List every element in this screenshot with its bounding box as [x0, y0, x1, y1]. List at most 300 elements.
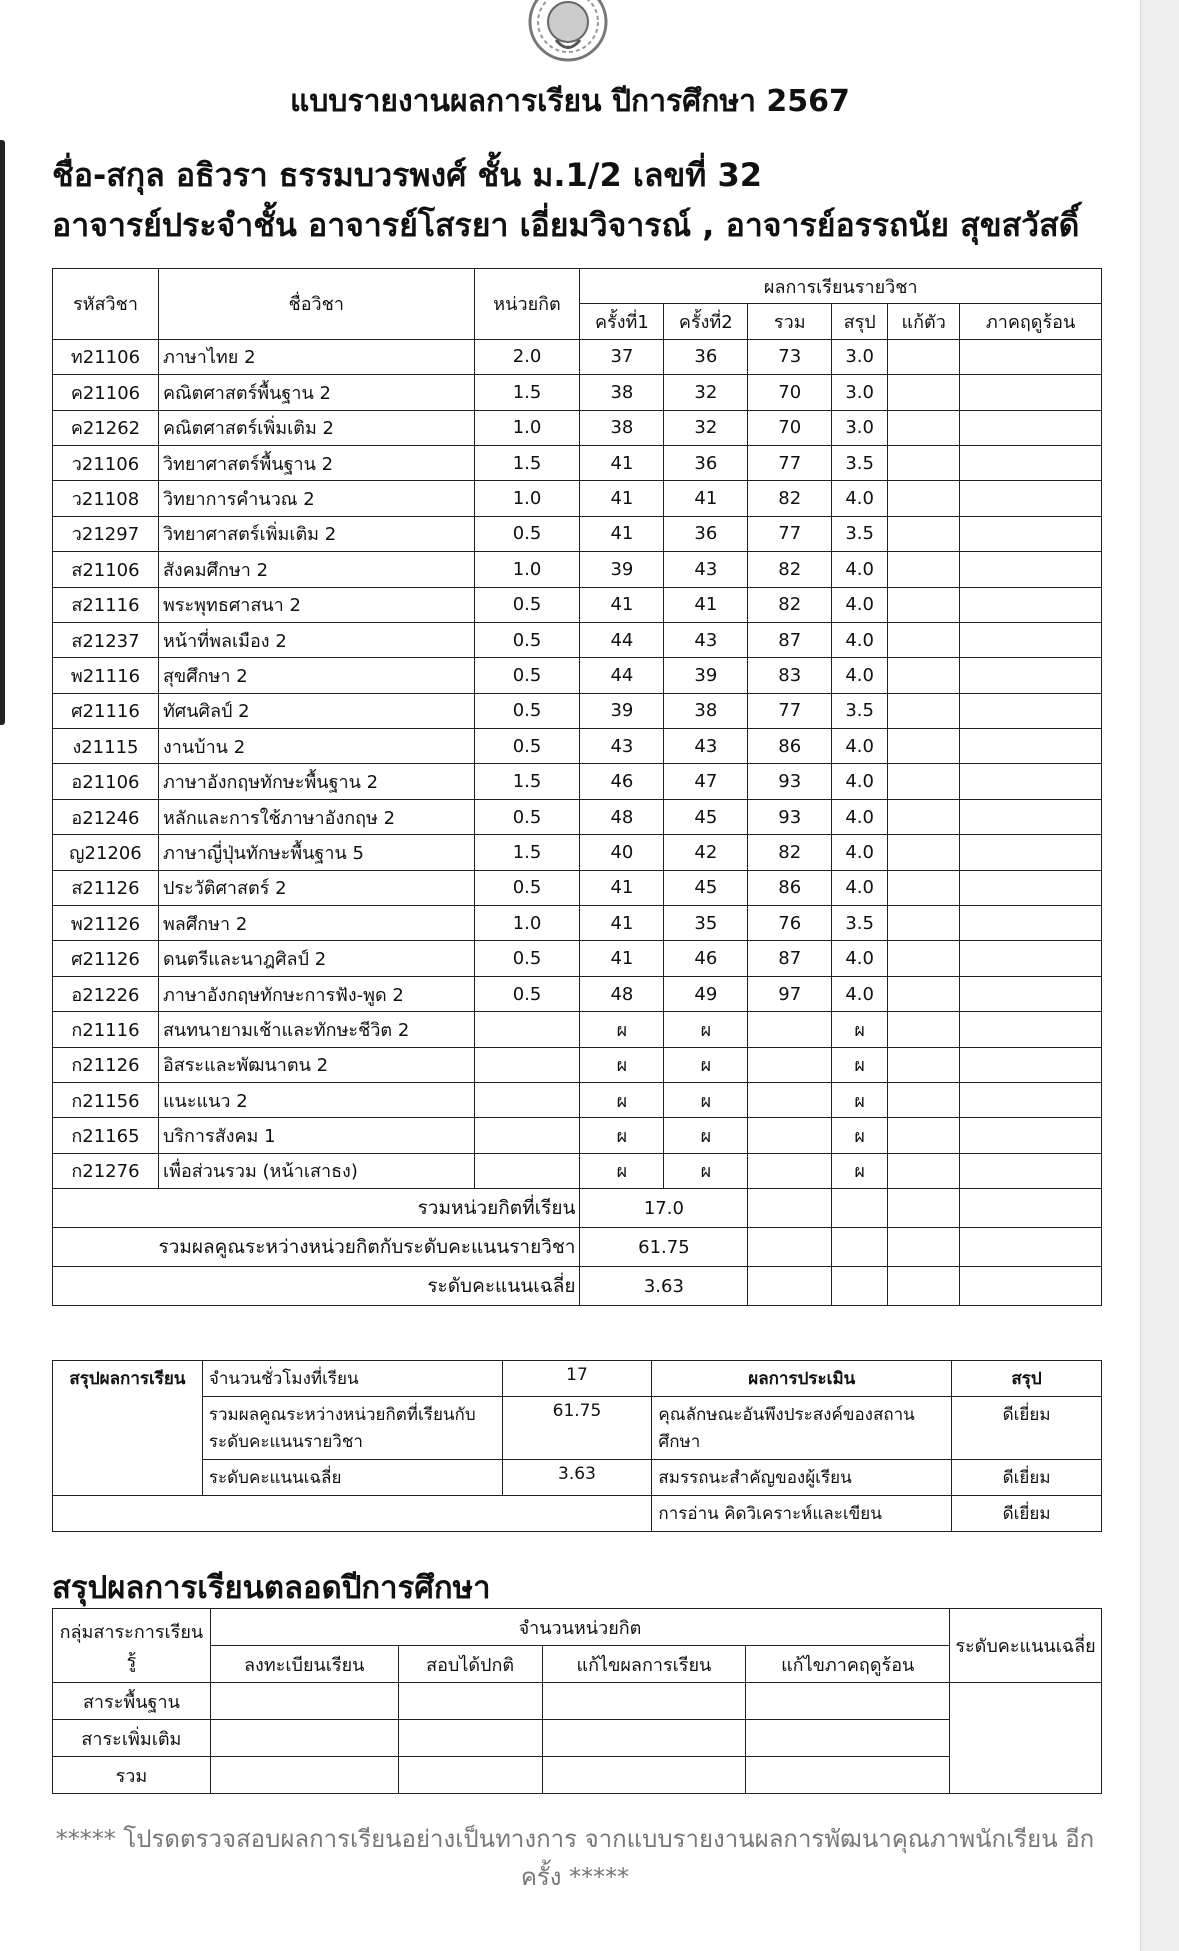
credit: 1.5: [474, 445, 580, 480]
score-1: 40: [580, 835, 664, 870]
score-2: ผ: [664, 1153, 748, 1188]
score-1: 41: [580, 481, 664, 516]
score-total: 93: [748, 799, 832, 834]
grade: 4.0: [832, 941, 888, 976]
eval-result: ดีเยี่ยม: [952, 1397, 1102, 1460]
result-header: สรุป: [952, 1361, 1102, 1397]
score-total: 77: [748, 445, 832, 480]
group-header: กลุ่มสาระการเรียนรู้: [53, 1609, 211, 1683]
score-2: 32: [664, 410, 748, 445]
credit: 1.5: [474, 764, 580, 799]
score-total: [748, 1118, 832, 1153]
course-code: ส21237: [53, 622, 159, 657]
course-code: ศ21116: [53, 693, 159, 728]
course-code: ก21116: [53, 1012, 159, 1047]
grade: 4.0: [832, 799, 888, 834]
score-1: 37: [580, 339, 664, 374]
summer-cell: [960, 941, 1102, 976]
course-name: หลักและการใช้ภาษาอังกฤษ 2: [158, 799, 474, 834]
score-total: 77: [748, 693, 832, 728]
course-name: เพื่อส่วนรวม (หน้าเสาธง): [158, 1153, 474, 1188]
fix-cell: [888, 799, 960, 834]
summer-cell: [960, 410, 1102, 445]
course-code: ง21115: [53, 729, 159, 764]
grade: 4.0: [832, 587, 888, 622]
score-1: ผ: [580, 1153, 664, 1188]
score-total: 87: [748, 622, 832, 657]
total-row: [53, 1228, 1102, 1267]
course-name: ประวัติศาสตร์ 2: [158, 870, 474, 905]
school-seal-icon: [520, 0, 616, 70]
summer-cell: [960, 375, 1102, 410]
credit: 2.0: [474, 339, 580, 374]
credit: [474, 1118, 580, 1153]
summer-cell: [960, 339, 1102, 374]
table-row: [53, 410, 1102, 445]
empty-cell: [888, 1228, 960, 1267]
summer-cell: [960, 516, 1102, 551]
score-1: 41: [580, 906, 664, 941]
score-total: 87: [748, 941, 832, 976]
course-code: ก21156: [53, 1082, 159, 1117]
summer-cell: [960, 1082, 1102, 1117]
credit: [474, 1082, 580, 1117]
yearly-gpa-cell: [950, 1683, 1102, 1794]
score-2: 45: [664, 799, 748, 834]
course-name: วิทยาศาสตร์เพิ่มเติม 2: [158, 516, 474, 551]
sub-header: แก้ไขผลการเรียน: [542, 1646, 746, 1683]
score-2: 43: [664, 729, 748, 764]
course-name: สนทนายามเช้าและทักษะชีวิต 2: [158, 1012, 474, 1047]
table-row: [53, 906, 1102, 941]
fix-cell: [888, 729, 960, 764]
score-1: 41: [580, 587, 664, 622]
credit: 0.5: [474, 729, 580, 764]
table-row: [53, 658, 1102, 693]
score-2: 41: [664, 481, 748, 516]
course-name: ภาษาญี่ปุ่นทักษะพื้นฐาน 5: [158, 835, 474, 870]
table-row: [53, 729, 1102, 764]
header-grade: สรุป: [832, 304, 888, 339]
grade: 4.0: [832, 658, 888, 693]
score-2: 36: [664, 339, 748, 374]
grade: 3.0: [832, 410, 888, 445]
score-1: ผ: [580, 1118, 664, 1153]
score-2: 36: [664, 516, 748, 551]
fix-cell: [888, 1082, 960, 1117]
score-1: 39: [580, 552, 664, 587]
course-code: ก21165: [53, 1118, 159, 1153]
score-2: 32: [664, 375, 748, 410]
credit: 1.0: [474, 481, 580, 516]
course-name: สุขศึกษา 2: [158, 658, 474, 693]
course-name: ภาษาอังกฤษทักษะพื้นฐาน 2: [158, 764, 474, 799]
summer-cell: [960, 693, 1102, 728]
score-total: 70: [748, 410, 832, 445]
course-code: ว21106: [53, 445, 159, 480]
grade: 3.5: [832, 516, 888, 551]
gpa-label: ระดับคะแนนเฉลี่ย: [202, 1460, 502, 1496]
course-name: คณิตศาสตร์พื้นฐาน 2: [158, 375, 474, 410]
grade: 3.5: [832, 693, 888, 728]
score-total: 73: [748, 339, 832, 374]
credit: 1.0: [474, 552, 580, 587]
fix-cell: [888, 1047, 960, 1082]
summary-blank: [53, 1496, 652, 1532]
empty-cell: [832, 1267, 888, 1306]
score-1: 44: [580, 658, 664, 693]
credits-header: จำนวนหน่วยกิต: [210, 1609, 949, 1646]
total-row: [53, 1267, 1102, 1306]
fix-cell: [888, 481, 960, 516]
summer-cell: [960, 870, 1102, 905]
score-1: 39: [580, 693, 664, 728]
credit: 0.5: [474, 622, 580, 657]
fix-cell: [888, 764, 960, 799]
score-2: 49: [664, 976, 748, 1011]
eval-name: การอ่าน คิดวิเคราะห์และเขียน: [652, 1496, 952, 1532]
eval-result: ดีเยี่ยม: [952, 1460, 1102, 1496]
credit: [474, 1153, 580, 1188]
total-value: 61.75: [580, 1228, 748, 1267]
course-name: ดนตรีและนาฎศิลป์ 2: [158, 941, 474, 976]
table-row: [53, 552, 1102, 587]
course-code: พ21116: [53, 658, 159, 693]
table-row: [53, 587, 1102, 622]
summer-cell: [960, 481, 1102, 516]
hours-label: จำนวนชั่วโมงที่เรียน: [202, 1361, 502, 1397]
course-code: ค21262: [53, 410, 159, 445]
table-row: [53, 375, 1102, 410]
table-row: [53, 622, 1102, 657]
score-2: 43: [664, 552, 748, 587]
header-t1: ครั้งที่1: [580, 304, 664, 339]
score-2: 42: [664, 835, 748, 870]
yearly-row-label: สาระเพิ่มเติม: [53, 1720, 211, 1757]
course-code: ว21108: [53, 481, 159, 516]
score-1: 41: [580, 516, 664, 551]
grade: 3.0: [832, 339, 888, 374]
fix-cell: [888, 835, 960, 870]
score-total: [748, 1012, 832, 1047]
credit: 0.5: [474, 693, 580, 728]
eval-name: สมรรถนะสำคัญของผู้เรียน: [652, 1460, 952, 1496]
grade: ผ: [832, 1153, 888, 1188]
score-1: 41: [580, 941, 664, 976]
empty-cell: [748, 1267, 832, 1306]
summer-cell: [960, 1153, 1102, 1188]
empty-cell: [748, 1228, 832, 1267]
fix-cell: [888, 622, 960, 657]
empty-cell: [888, 1189, 960, 1228]
score-1: 48: [580, 976, 664, 1011]
score-1: 44: [580, 622, 664, 657]
header-name: ชื่อวิชา: [158, 269, 474, 340]
course-code: ท21106: [53, 339, 159, 374]
score-total: [748, 1082, 832, 1117]
table-row: [53, 870, 1102, 905]
course-code: ส21106: [53, 552, 159, 587]
credit: 0.5: [474, 516, 580, 551]
grade: ผ: [832, 1118, 888, 1153]
course-code: ว21297: [53, 516, 159, 551]
score-total: [748, 1047, 832, 1082]
table-row: [53, 445, 1102, 480]
summer-cell: [960, 976, 1102, 1011]
total-value: 17.0: [580, 1189, 748, 1228]
table-row: [53, 976, 1102, 1011]
eval-header: ผลการประเมิน: [652, 1361, 952, 1397]
summer-cell: [960, 1012, 1102, 1047]
score-1: ผ: [580, 1012, 664, 1047]
hours-value: 17: [502, 1361, 652, 1397]
summer-cell: [960, 835, 1102, 870]
table-row: [53, 764, 1102, 799]
score-1: 38: [580, 375, 664, 410]
grade: 4.0: [832, 481, 888, 516]
credit: [474, 1047, 580, 1082]
score-2: ผ: [664, 1082, 748, 1117]
score-2: 38: [664, 693, 748, 728]
grade: 4.0: [832, 976, 888, 1011]
credit: [474, 1012, 580, 1047]
course-name: พระพุทธศาสนา 2: [158, 587, 474, 622]
grade: 4.0: [832, 729, 888, 764]
sub-header: สอบได้ปกติ: [398, 1646, 542, 1683]
homeroom-teachers: อาจารย์ประจำชั้น อาจารย์โสรยา เอี่ยมวิจารณ์ , อาจารย์อรรถนัย สุขสวัสดิ์: [52, 206, 1080, 244]
summer-cell: [960, 729, 1102, 764]
window-edge-tab: [0, 140, 5, 725]
fix-cell: [888, 1118, 960, 1153]
credit: 0.5: [474, 976, 580, 1011]
score-1: 41: [580, 870, 664, 905]
total-label: รวมหน่วยกิตที่เรียน: [53, 1189, 580, 1228]
summer-cell: [960, 1047, 1102, 1082]
course-name: วิทยาศาสตร์พื้นฐาน 2: [158, 445, 474, 480]
score-1: 41: [580, 445, 664, 480]
empty-cell: [960, 1228, 1102, 1267]
summer-cell: [960, 658, 1102, 693]
summary-table: [52, 1360, 1102, 1532]
course-code: ส21116: [53, 587, 159, 622]
fix-cell: [888, 941, 960, 976]
student-info: ชื่อ-สกุล อธิวรา ธรรมบวรพงศ์ ชั้น ม.1/2 เลขที่ 32: [52, 156, 763, 194]
course-code: ก21276: [53, 1153, 159, 1188]
header-total: รวม: [748, 304, 832, 339]
course-code: อ21246: [53, 799, 159, 834]
summer-cell: [960, 445, 1102, 480]
table-row: [53, 1012, 1102, 1047]
score-total: 82: [748, 835, 832, 870]
score-total: [748, 1153, 832, 1188]
official-check-note: ***** โปรดตรวจสอบผลการเรียนอย่างเป็นทางการ จากแบบรายงานผลการพัฒนาคุณภาพนักเรียน อีกครั้ง *****: [55, 1825, 1095, 1891]
eval-name: คุณลักษณะอันพึงประสงค์ของสถานศึกษา: [652, 1397, 952, 1460]
course-name: หน้าที่พลเมือง 2: [158, 622, 474, 657]
table-row: [53, 835, 1102, 870]
score-2: 43: [664, 622, 748, 657]
yearly-row-label: สาระพื้นฐาน: [53, 1683, 211, 1720]
table-row: [53, 1118, 1102, 1153]
score-total: 97: [748, 976, 832, 1011]
course-name: ภาษาอังกฤษทักษะการฟัง-พูด 2: [158, 976, 474, 1011]
grade: 4.0: [832, 552, 888, 587]
table-row: [53, 941, 1102, 976]
yearly-title: สรุปผลการเรียนตลอดปีการศึกษา: [52, 1570, 491, 1606]
total-value: 3.63: [580, 1267, 748, 1306]
score-2: 47: [664, 764, 748, 799]
course-code: พ21126: [53, 906, 159, 941]
header-results: ผลการเรียนรายวิชา: [580, 269, 1102, 304]
product-label: รวมผลคูณระหว่างหน่วยกิตที่เรียนกับระดับคะแนนรายวิชา: [202, 1397, 502, 1460]
fix-cell: [888, 410, 960, 445]
score-2: 41: [664, 587, 748, 622]
course-code: ส21126: [53, 870, 159, 905]
summer-cell: [960, 552, 1102, 587]
fix-cell: [888, 906, 960, 941]
fix-cell: [888, 693, 960, 728]
total-label: รวมผลคูณระหว่างหน่วยกิตกับระดับคะแนนรายวิชา: [53, 1228, 580, 1267]
product-value: 61.75: [502, 1397, 652, 1460]
course-name: ทัศนศิลป์ 2: [158, 693, 474, 728]
grade: 3.5: [832, 906, 888, 941]
credit: 0.5: [474, 870, 580, 905]
summary-heading: สรุปผลการเรียน: [53, 1361, 203, 1496]
empty-cell: [832, 1228, 888, 1267]
grade: 4.0: [832, 835, 888, 870]
fix-cell: [888, 375, 960, 410]
credit: 0.5: [474, 658, 580, 693]
summer-cell: [960, 764, 1102, 799]
yearly-table: [52, 1608, 1102, 1794]
header-fix: แก้ตัว: [888, 304, 960, 339]
course-name: บริการสังคม 1: [158, 1118, 474, 1153]
fix-cell: [888, 516, 960, 551]
score-2: 36: [664, 445, 748, 480]
grade: 4.0: [832, 764, 888, 799]
course-code: ก21126: [53, 1047, 159, 1082]
summer-cell: [960, 587, 1102, 622]
course-name: ภาษาไทย 2: [158, 339, 474, 374]
gpa-header: ระดับคะแนนเฉลี่ย: [950, 1609, 1102, 1683]
score-1: 43: [580, 729, 664, 764]
fix-cell: [888, 552, 960, 587]
table-row: [53, 799, 1102, 834]
table-row: [53, 693, 1102, 728]
fix-cell: [888, 445, 960, 480]
table-row: [53, 481, 1102, 516]
course-name: คณิตศาสตร์เพิ่มเติม 2: [158, 410, 474, 445]
table-row: [53, 516, 1102, 551]
course-name: สังคมศึกษา 2: [158, 552, 474, 587]
empty-cell: [960, 1189, 1102, 1228]
fix-cell: [888, 870, 960, 905]
header-credit: หน่วยกิต: [474, 269, 580, 340]
summer-cell: [960, 1118, 1102, 1153]
total-label: ระดับคะแนนเฉลี่ย: [53, 1267, 580, 1306]
summer-cell: [960, 799, 1102, 834]
credit: 1.0: [474, 410, 580, 445]
sub-header: ลงทะเบียนเรียน: [210, 1646, 398, 1683]
fix-cell: [888, 587, 960, 622]
grade: 4.0: [832, 622, 888, 657]
score-2: 39: [664, 658, 748, 693]
table-row: [53, 1082, 1102, 1117]
course-code: ศ21126: [53, 941, 159, 976]
score-total: 77: [748, 516, 832, 551]
score-total: 86: [748, 729, 832, 764]
header-summer: ภาคฤดูร้อน: [960, 304, 1102, 339]
score-2: 35: [664, 906, 748, 941]
score-total: 86: [748, 870, 832, 905]
score-2: 46: [664, 941, 748, 976]
fix-cell: [888, 976, 960, 1011]
empty-cell: [832, 1189, 888, 1228]
empty-cell: [960, 1267, 1102, 1306]
course-code: ญ21206: [53, 835, 159, 870]
credit: 1.5: [474, 375, 580, 410]
course-name: งานบ้าน 2: [158, 729, 474, 764]
course-code: ค21106: [53, 375, 159, 410]
credit: 0.5: [474, 587, 580, 622]
grade: 3.0: [832, 375, 888, 410]
yearly-row-label: รวม: [53, 1757, 211, 1794]
eval-result: ดีเยี่ยม: [952, 1496, 1102, 1532]
empty-cell: [748, 1189, 832, 1228]
credit: 0.5: [474, 941, 580, 976]
score-2: 45: [664, 870, 748, 905]
sub-header: แก้ไขภาคฤดูร้อน: [746, 1646, 950, 1683]
fix-cell: [888, 1012, 960, 1047]
score-2: ผ: [664, 1118, 748, 1153]
fix-cell: [888, 339, 960, 374]
header-t2: ครั้งที่2: [664, 304, 748, 339]
score-1: ผ: [580, 1082, 664, 1117]
table-row: [53, 339, 1102, 374]
total-row: [53, 1189, 1102, 1228]
report-title: แบบรายงานผลการเรียน ปีการศึกษา 2567: [290, 84, 850, 119]
course-name: วิทยาการคำนวณ 2: [158, 481, 474, 516]
grade: ผ: [832, 1082, 888, 1117]
score-1: 46: [580, 764, 664, 799]
credit: 1.5: [474, 835, 580, 870]
table-row: [53, 1047, 1102, 1082]
gpa-value: 3.63: [502, 1460, 652, 1496]
grade: 4.0: [832, 870, 888, 905]
score-2: ผ: [664, 1047, 748, 1082]
score-total: 70: [748, 375, 832, 410]
score-total: 82: [748, 587, 832, 622]
course-code: อ21106: [53, 764, 159, 799]
header-code: รหัสวิชา: [53, 269, 159, 340]
summer-cell: [960, 906, 1102, 941]
score-total: 83: [748, 658, 832, 693]
fix-cell: [888, 658, 960, 693]
course-name: อิสระและพัฒนาตน 2: [158, 1047, 474, 1082]
course-name: แนะแนว 2: [158, 1082, 474, 1117]
credit: 1.0: [474, 906, 580, 941]
grade: 3.5: [832, 445, 888, 480]
scrollbar-track[interactable]: [1140, 0, 1179, 1951]
score-2: ผ: [664, 1012, 748, 1047]
grade: ผ: [832, 1012, 888, 1047]
grades-table: [52, 268, 1102, 1306]
score-1: 38: [580, 410, 664, 445]
score-total: 76: [748, 906, 832, 941]
score-1: ผ: [580, 1047, 664, 1082]
grade: ผ: [832, 1047, 888, 1082]
credit: 0.5: [474, 799, 580, 834]
score-total: 82: [748, 481, 832, 516]
